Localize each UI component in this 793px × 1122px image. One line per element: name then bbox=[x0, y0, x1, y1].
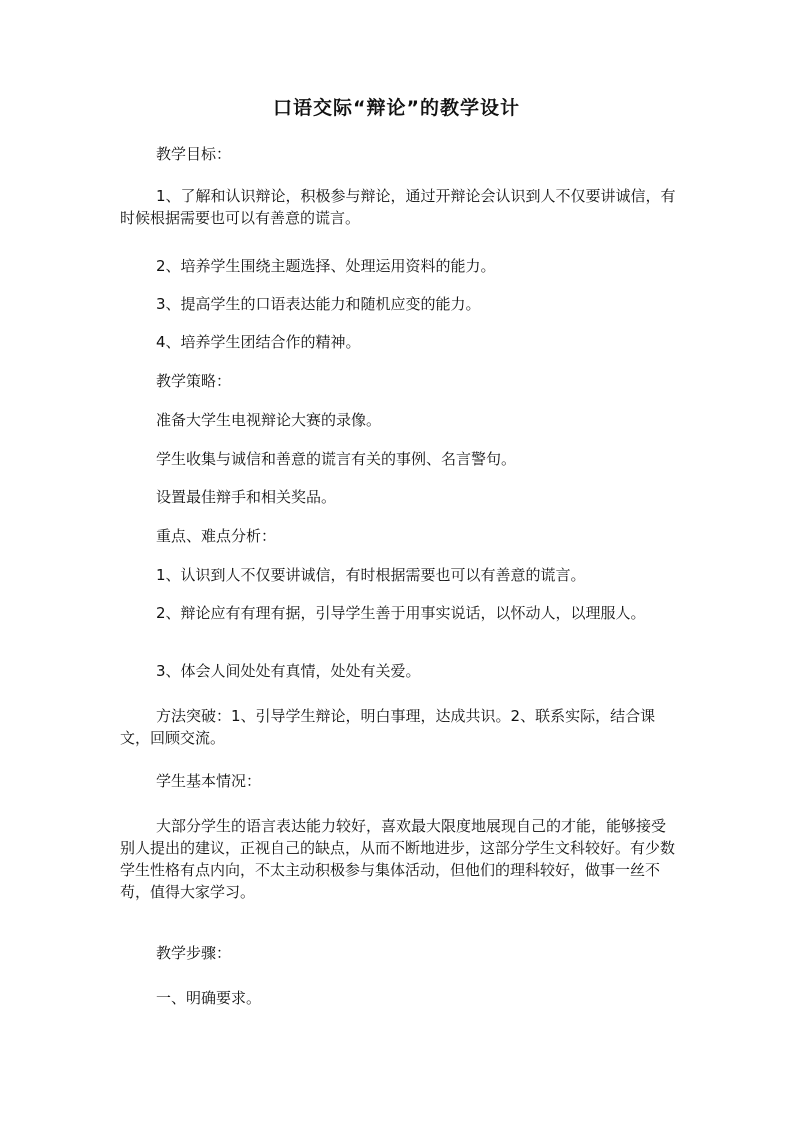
paragraph-goal-2: 2、培养学生围绕主题选择、处理运用资料的能力。 bbox=[156, 257, 496, 275]
paragraph-goal-1: 1、了解和认识辩论，积极参与辩论，通过开辩论会认识到人不仅要讲诚信，有时候根据需要也可以有善意的谎言。 bbox=[120, 187, 676, 227]
document-title: 口语交际“辩论”的教学设计 bbox=[273, 97, 520, 119]
section-heading-teaching-strategy: 教学策略： bbox=[156, 372, 232, 390]
paragraph-key-point-3: 3、体会人间处处有真情，处处有关爱。 bbox=[156, 662, 421, 680]
section-heading-student-situation: 学生基本情况： bbox=[156, 772, 262, 790]
paragraph-student-situation: 大部分学生的语言表达能力较好，喜欢最大限度地展现自己的才能，能够接受别人提出的建议，正视自己的缺点，从而不断地进步，这部分学生文科较好。有少数学生性格有点内向，不太主动积极参与集体活动，但他们的理科较好，做事一丝不苟，值得大家学习。 bbox=[120, 817, 676, 901]
paragraph-step-1: 一、明确要求。 bbox=[156, 989, 262, 1007]
section-heading-teaching-steps: 教学步骤： bbox=[156, 944, 232, 962]
section-heading-key-points: 重点、难点分析： bbox=[156, 527, 277, 545]
paragraph-method-breakthrough: 方法突破：1、引导学生辩论，明白事理，达成共识。2、联系实际，结合课文，回顾交流。 bbox=[120, 707, 656, 747]
paragraph-key-point-2: 2、辩论应有有理有据，引导学生善于用事实说话，以怀动人，以理服人。 bbox=[156, 604, 646, 622]
paragraph-strategy-2: 学生收集与诚信和善意的谎言有关的事例、名言警句。 bbox=[156, 450, 517, 468]
paragraph-goal-3: 3、提高学生的口语表达能力和随机应变的能力。 bbox=[156, 295, 481, 313]
paragraph-goal-4: 4、培养学生团结合作的精神。 bbox=[156, 333, 361, 351]
section-heading-teaching-goals: 教学目标： bbox=[156, 145, 232, 163]
paragraph-strategy-1: 准备大学生电视辩论大赛的录像。 bbox=[156, 411, 382, 429]
paragraph-strategy-3: 设置最佳辩手和相关奖品。 bbox=[156, 488, 337, 506]
paragraph-key-point-1: 1、认识到人不仅要讲诚信，有时根据需要也可以有善意的谎言。 bbox=[156, 566, 586, 584]
